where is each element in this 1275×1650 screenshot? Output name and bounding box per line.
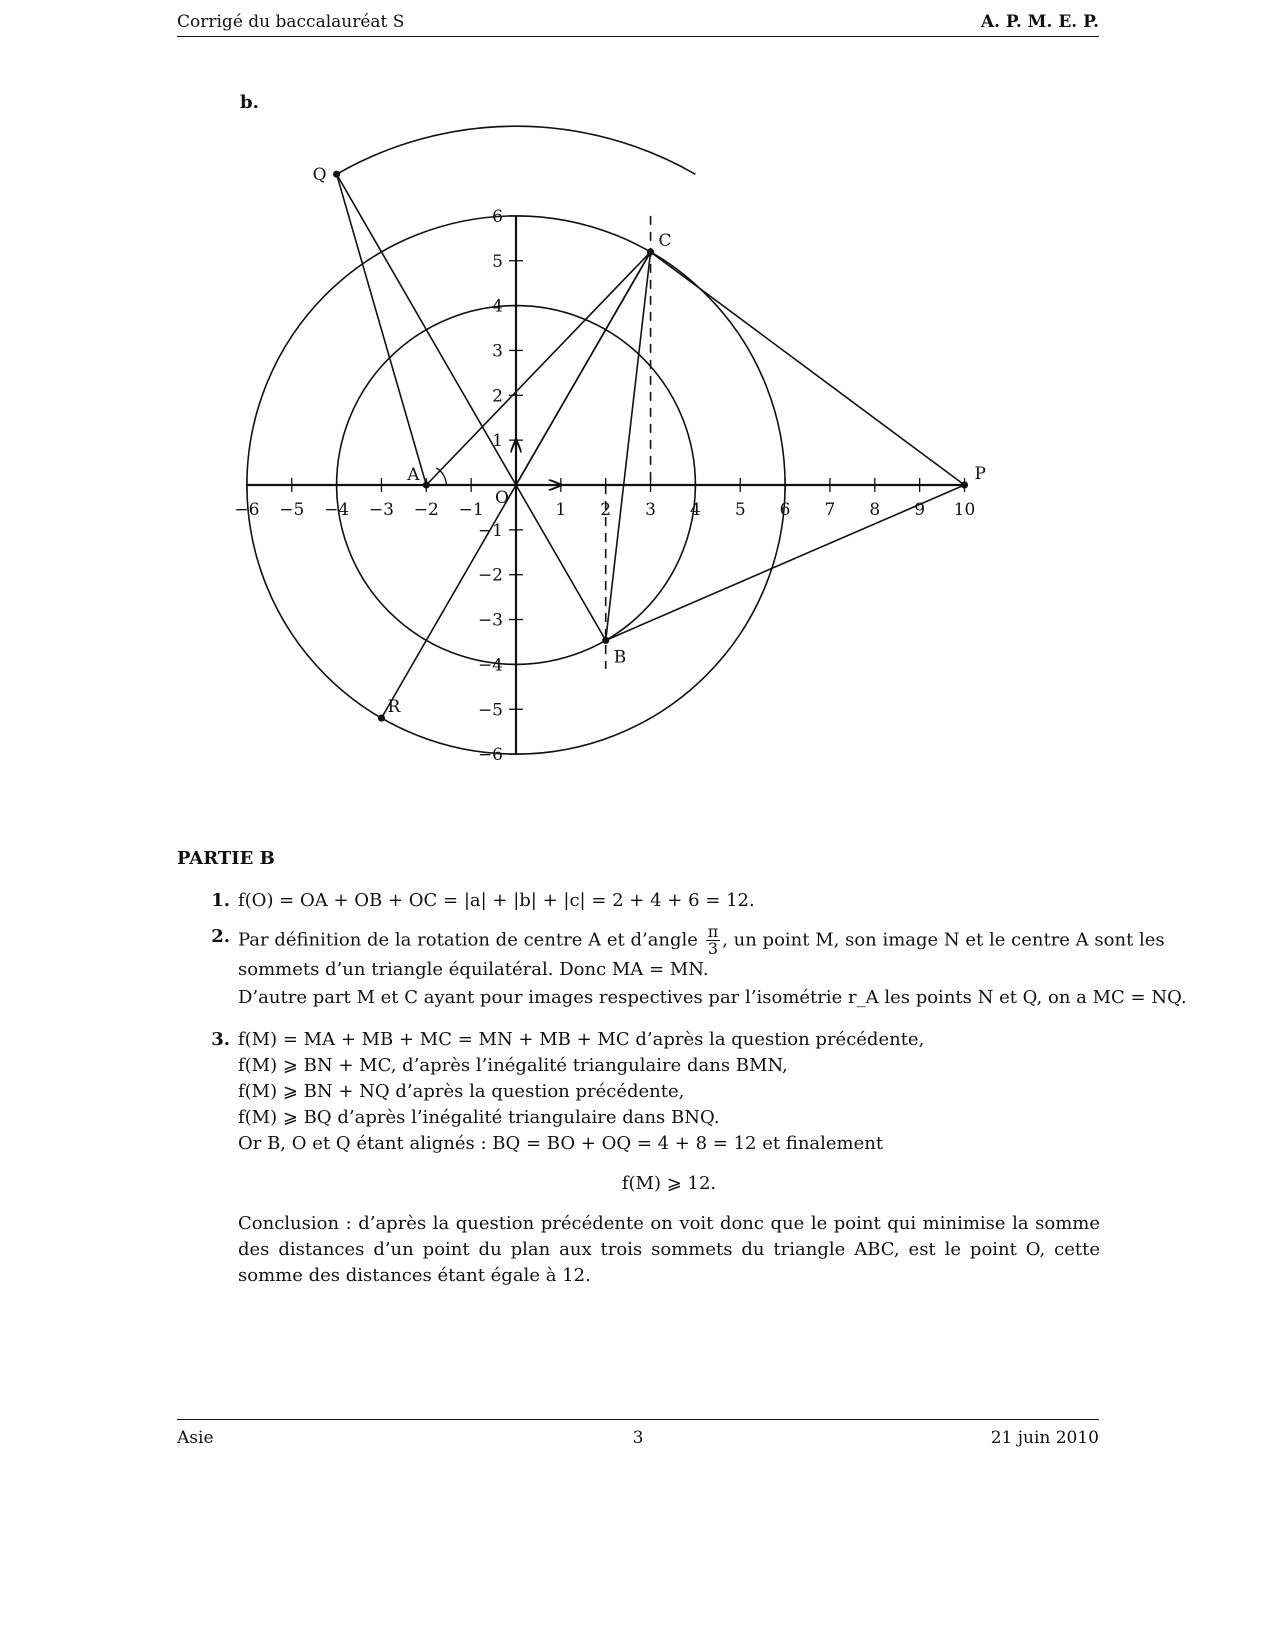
item-3-line: f(M) ⩾ BN + MC, d’après l’inégalité triangulaire dans BMN, — [238, 1055, 788, 1076]
item-2-line-2: sommets d’un triangle équilatéral. Donc MA = MN. — [238, 959, 709, 980]
y-tick-label: −3 — [477, 610, 503, 631]
y-tick-label: −4 — [477, 655, 503, 676]
point-label-R: R — [387, 697, 401, 718]
x-tick-label: −2 — [413, 500, 439, 520]
footer-left: Asie — [177, 1428, 214, 1448]
y-tick-label: 4 — [492, 296, 503, 317]
item-number: 1. — [211, 890, 230, 911]
point-R — [378, 714, 385, 721]
x-tick-label: 7 — [824, 500, 836, 520]
point-label-Q: Q — [312, 165, 327, 186]
page-number: 3 — [632, 1428, 644, 1448]
y-tick-label: −1 — [477, 520, 503, 541]
point-label-P: P — [974, 464, 986, 484]
x-tick-label: 10 — [953, 500, 976, 520]
segment-AQ — [337, 174, 427, 485]
page-footer — [177, 1419, 1099, 1448]
x-tick-label: −3 — [368, 500, 394, 520]
segment-CP — [651, 252, 965, 485]
y-tick-label: −5 — [477, 700, 503, 721]
item-number: 3. — [211, 1029, 230, 1050]
x-tick-label: 1 — [555, 500, 567, 520]
x-tick-label: 2 — [600, 500, 612, 520]
item-3-line: f(M) ⩾ BN + NQ d’après la question précédente, — [238, 1081, 685, 1102]
question-label: b. — [240, 92, 259, 113]
segment-QO — [337, 174, 516, 485]
x-tick-label: 4 — [689, 500, 701, 520]
footer-date: 21 juin 2010 — [990, 1428, 1099, 1448]
fraction-numerator: π — [707, 922, 719, 941]
header-title: Corrigé du baccalauréat S — [177, 12, 405, 32]
point-C — [647, 248, 654, 255]
x-tick-label: 5 — [734, 500, 746, 520]
x-tick-label: 6 — [779, 500, 791, 520]
x-tick-label: 3 — [645, 500, 656, 520]
point-label-C: C — [658, 230, 672, 251]
x-tick-label: 9 — [914, 500, 926, 520]
y-tick-label: −6 — [477, 745, 503, 766]
partie-b-title: PARTIE B — [177, 848, 275, 869]
point-P — [961, 481, 968, 488]
y-tick-label: 3 — [492, 341, 503, 362]
fraction-denominator: 3 — [707, 939, 719, 958]
point-A — [423, 481, 430, 488]
item-2-line-3: D’autre part M et C ayant pour images respectives par l’isométrie r_A les points N et Q, on a MC = NQ. — [238, 987, 1187, 1008]
x-tick-label: −1 — [458, 500, 484, 520]
item-3-line: f(M) ⩾ BQ d’après l’inégalité triangulaire dans BNQ. — [238, 1107, 720, 1128]
item-2-line-1 — [238, 922, 1165, 958]
y-tick-label: 2 — [492, 386, 503, 407]
segment-CB — [606, 252, 651, 640]
y-tick-label: 5 — [492, 251, 503, 272]
item-3-line: Or B, O et Q étant alignés : BQ = BO + OQ = 4 + 8 = 12 et finalement — [238, 1133, 884, 1154]
y-tick-label: 1 — [492, 431, 503, 452]
text-span: Par définition de la rotation de centre A et d’angle — [238, 929, 698, 951]
x-tick-label: −6 — [234, 500, 260, 520]
item-1-line: f(O) = OA + OB + OC = |a| + |b| + |c| = 2 + 4 + 6 = 12. — [238, 890, 755, 911]
fraction-pi-over-3 — [706, 924, 721, 957]
segment-AC — [426, 252, 650, 485]
conclusion-paragraph: Conclusion : d’après la question précédente on voit donc que le point qui minimise la somme des distances d’un point du plan aux trois sommets du triangle ABC, est le point O, cette somme des distances étant égale à 12. — [238, 1213, 1100, 1286]
result-formula: f(M) ⩾ 12. — [621, 1173, 717, 1194]
point-label-B: B — [613, 647, 627, 668]
x-tick-label: −4 — [324, 500, 350, 520]
origin-label: O — [495, 488, 509, 508]
x-tick-label: 8 — [869, 500, 881, 520]
text-span: , un point M, son image N et le centre A sont les — [722, 929, 1165, 951]
y-tick-label: −2 — [477, 565, 503, 586]
x-tick-label: −5 — [279, 500, 305, 520]
y-tick-label: 6 — [492, 206, 503, 227]
point-B — [602, 637, 609, 644]
item-number: 2. — [211, 926, 230, 947]
arc-radius-8 — [337, 126, 696, 174]
header-apmep: A. P. M. E. P. — [980, 12, 1099, 32]
point-Q — [333, 171, 340, 178]
item-3-line: f(M) = MA + MB + MC = MN + MB + MC d’après la question précédente, — [238, 1029, 925, 1050]
point-label-A: A — [407, 465, 420, 485]
